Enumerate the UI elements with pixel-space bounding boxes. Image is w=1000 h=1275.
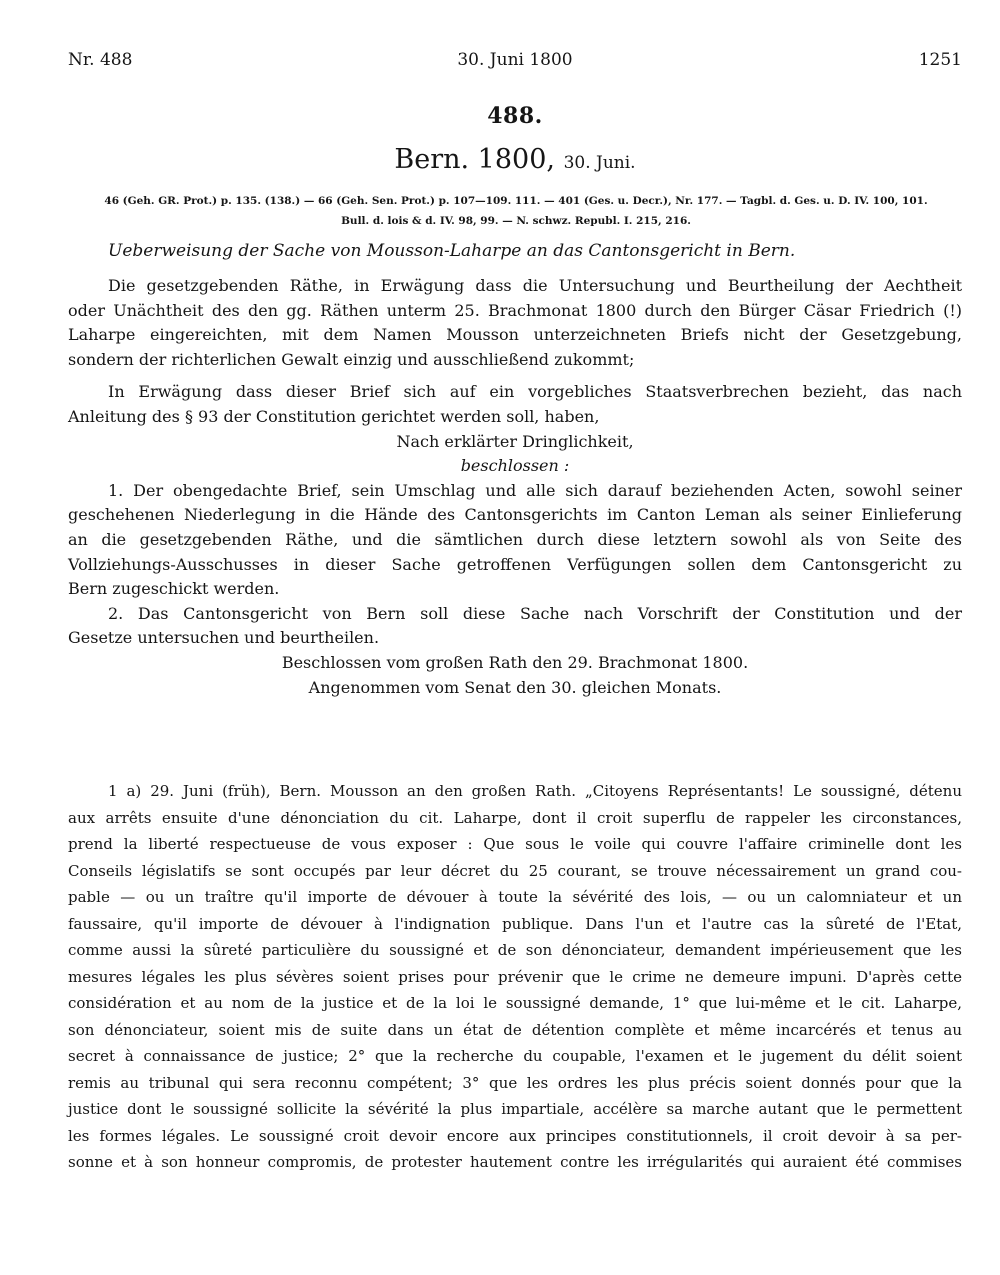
text-line: oder Unächtheit des den gg. Räthen unterm 25. Brachmonat 1800 durch den Bürger Cäsar Friedrich (!) xyxy=(68,300,962,320)
document-number-header: Nr. 488 xyxy=(68,50,133,70)
entry-number: 488. xyxy=(487,103,543,129)
document-title: Ueberweisung der Sache von Mousson-Laharpe an das Cantonsgericht in Bern. xyxy=(108,241,796,261)
footnote-line: mesures légales les plus sévères soient prises pour prévenir que le crime ne demeure impuni. D'après cette xyxy=(68,967,962,986)
footnote-line: pable — ou un traître qu'il importe de dévouer à toute la sévérité des lois, — ou un calomniateur et un xyxy=(68,888,962,906)
text-line: Nach erklärter Dringlichkeit, xyxy=(396,431,634,451)
signature-line: Beschlossen vom großen Rath den 29. Brachmonat 1800. xyxy=(281,652,749,672)
text-line: 1. Der obengedachte Brief, sein Umschlag und alle sich darauf beziehenden Acten, sowohl seiner xyxy=(108,480,962,500)
text-line: geschehenen Niederlegung in die Hände des Cantonsgerichts im Canton Leman als seiner Einlieferung xyxy=(68,505,962,525)
text-line: 2. Das Cantonsgericht von Bern soll diese Sache nach Vorschrift der Constitution und der xyxy=(108,603,962,623)
page-number: 1251 xyxy=(918,50,962,70)
footnote-line: 1 a) 29. Juni (früh), Bern. Mousson an den großen Rath. „Citoyens Représentants! Le soussigné, détenu xyxy=(108,782,962,800)
text-line: Gesetze untersuchen und beurtheilen. xyxy=(68,628,380,648)
entry-heading xyxy=(68,143,962,180)
decree-text xyxy=(68,274,962,700)
footnote-text xyxy=(68,778,962,1176)
footnote-line: secret à connaissance de justice; 2° que la recherche du coupable, l'examen et le jugement du délit soient xyxy=(68,1047,962,1065)
text-line: Vollziehungs-Ausschusses in dieser Sache getroffenen Verfügungen sollen dem Cantonsgericht zu xyxy=(68,554,962,574)
text-line: In Erwägung dass dieser Brief sich auf ein vorgebliches Staatsverbrechen bezieht, das nach xyxy=(108,382,962,402)
text-line: Laharpe eingereichten, mit dem Namen Mousson unterzeichneten Briefs nicht der Gesetzgebung, xyxy=(68,325,962,345)
date-header: 30. Juni 1800 xyxy=(457,50,573,70)
running-header xyxy=(68,50,962,74)
signature-line: Angenommen vom Senat den 30. gleichen Monats. xyxy=(308,677,722,697)
footnote-line: remis au tribunal qui sera reconnu compétent; 3° que les ordres les plus précis soient donnés pour que la xyxy=(68,1073,962,1092)
footnote-line: les formes légales. Le soussigné croit devoir encore aux principes constitutionnels, il croit devoir à sa per- xyxy=(68,1126,962,1145)
footnote-line: Conseils législatifs se sont occupés par leur décret du 25 courant, se trouve nécessairement un grand cou- xyxy=(68,861,962,880)
footnote-line: son dénonciateur, soient mis de suite dans un état de détention complète et même incarcérés et tenus au xyxy=(68,1020,962,1039)
text-line: Bern zugeschickt werden. xyxy=(68,579,280,599)
text-line: sondern der richterlichen Gewalt einzig und ausschließend zukommt; xyxy=(68,349,635,369)
source-line: 46 (Geh. GR. Prot.) p. 135. (138.) — 66 (Geh. Sen. Prot.) p. 107—109. 111. — 401 (Ges. u. Decr.), Nr. 177. — Tagbl. d. Ges. u. D. IV. 100, 101. xyxy=(104,195,928,207)
entry-date: 30. Juni. xyxy=(563,153,636,173)
footnote-line: sonne et à son honneur compromis, de protester hautement contre les irrégularités qui auraient été commises xyxy=(68,1153,962,1171)
text-line: Die gesetzgebenden Räthe, in Erwägung dass die Untersuchung und Beurtheilung der Aechtheit xyxy=(108,276,962,295)
text-line: Anleitung des § 93 der Constitution gerichtet werden soll, haben, xyxy=(68,406,600,426)
text-line: an die gesetzgebenden Räthe, und die sämtlichen durch diese letztern sowohl als von Seite des xyxy=(68,529,962,549)
entry-place: Bern. 1800, xyxy=(394,144,555,175)
source-references xyxy=(86,191,946,231)
footnote-line: faussaire, qu'il importe de dévouer à l'indignation publique. Dans l'un et l'autre cas la sûreté de l'Etat, xyxy=(68,914,962,933)
footnote-line: justice dont le soussigné sollicite la sévérité la plus impartiale, accélère sa marche autant que le permettent xyxy=(68,1100,962,1118)
footnote-line: comme aussi la sûreté particulière du soussigné et de son dénonciateur, demandent impérieusement que les xyxy=(68,941,962,959)
source-line: Bull. d. lois & d. IV. 98, 99. — N. schwz. Republ. I. 215, 216. xyxy=(341,215,691,227)
document-page xyxy=(68,0,962,1275)
footnote-line: considération et au nom de la justice et de la loi le soussigné demande, 1° que lui-même et le cit. Laharpe, xyxy=(68,994,962,1012)
resolution-heading: beschlossen : xyxy=(460,456,570,476)
footnote-line: aux arrêts ensuite d'une dénonciation du cit. Laharpe, dont il croit superflu de rappeler les circonstances, xyxy=(68,808,962,827)
footnote-line: prend la liberté respectueuse de vous exposer : Que sous le voile qui couvre l'affaire criminelle dont les xyxy=(68,835,962,853)
